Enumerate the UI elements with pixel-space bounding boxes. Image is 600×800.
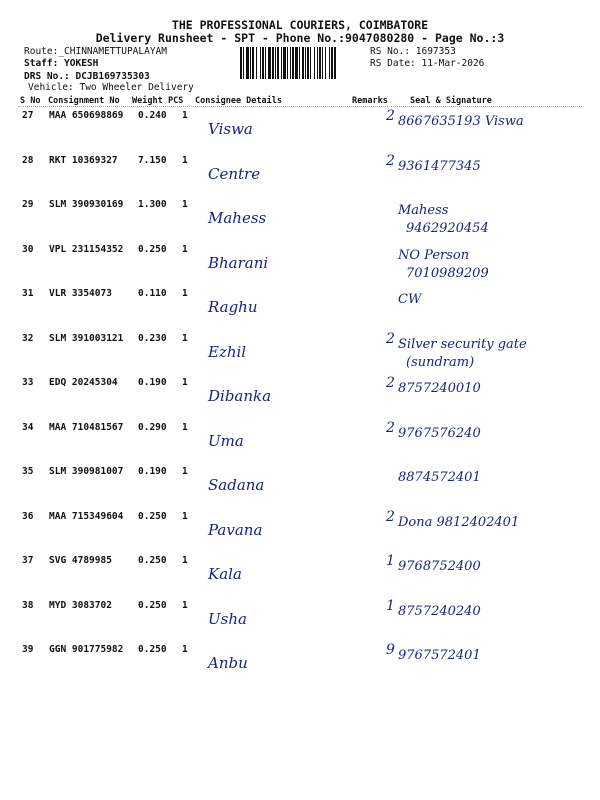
row-consignee-name: Usha <box>208 609 247 628</box>
row-pcs: 1 <box>182 510 188 522</box>
barcode-bar <box>272 47 274 79</box>
runsheet-subtitle: Delivery Runsheet - SPT - Phone No.:9047080280 - Page No.:3 <box>95 31 505 45</box>
row-consignee-name: Anbu <box>208 654 248 672</box>
row-sno: 33 <box>22 377 34 388</box>
row-signature: 9767576240 <box>398 425 481 441</box>
header-divider <box>18 106 582 107</box>
row-pcs: 1 <box>182 599 188 611</box>
col-remarks: Remarks <box>352 96 388 106</box>
row-weight: 0.190 <box>138 377 167 388</box>
barcode-bar <box>268 47 271 79</box>
row-signature: 9767572401 <box>398 648 481 663</box>
row-sno: 32 <box>22 332 34 344</box>
barcode-bar <box>260 47 261 79</box>
row-pcs: 1 <box>182 377 188 388</box>
row-consignment-no: RKT 10369327 <box>49 154 118 166</box>
row-sno: 36 <box>22 510 34 522</box>
col-seal: Seal & Signature <box>410 96 492 106</box>
row-signature: 9361477345 <box>398 158 481 174</box>
col-consignment: Consignment No <box>48 96 120 106</box>
row-signature: NO Person <box>398 247 470 263</box>
row-consignment-no: MAA 650698869 <box>49 110 124 121</box>
row-weight: 0.190 <box>138 466 167 477</box>
barcode-bar <box>302 47 304 79</box>
row-sno: 27 <box>22 110 34 121</box>
row-weight: 0.290 <box>138 421 167 433</box>
row-signature: CW <box>398 292 422 307</box>
row-consignment-no: SLM 391003121 <box>49 332 124 344</box>
row-sno: 30 <box>22 243 34 255</box>
barcode-bar <box>295 47 298 79</box>
row-weight: 1.300 <box>138 199 167 210</box>
row-consignee-name: Uma <box>208 431 244 450</box>
route-label: Route:_CHINNAMETTUPALAYAM <box>24 46 167 57</box>
row-consignee-name: Ezhil <box>208 342 247 361</box>
row-sno: 37 <box>22 555 34 566</box>
barcode-bar <box>299 47 300 79</box>
barcode-bar <box>281 47 282 79</box>
row-weight: 0.250 <box>138 555 167 566</box>
row-consignment-no: EDQ 20245304 <box>49 377 118 388</box>
row-pcs: 1 <box>182 421 188 433</box>
row-signature-extra: (sundram) <box>406 354 475 370</box>
row-consignee-name: Kala <box>208 565 242 583</box>
row-signature: 9768752400 <box>398 559 481 574</box>
row-pcs: 1 <box>182 332 188 344</box>
row-consignee-name: Mahess <box>208 209 267 227</box>
row-consignment-no: MAA 715349604 <box>49 510 124 522</box>
vehicle-label: Vehicle: Two Wheeler Delivery <box>28 82 194 93</box>
company-title: THE PROFESSIONAL COURIERS, COIMBATORE <box>171 18 429 32</box>
row-sno: 38 <box>22 599 34 611</box>
row-pcs: 1 <box>182 644 188 655</box>
row-remark: 2 <box>386 108 395 124</box>
row-weight: 0.250 <box>138 243 167 255</box>
row-consignment-no: VPL 231154352 <box>49 243 124 255</box>
row-pcs: 1 <box>182 110 188 121</box>
row-pcs: 1 <box>182 555 188 566</box>
barcode-bar <box>290 47 291 79</box>
barcode-bar <box>250 47 251 79</box>
barcode-bar <box>252 47 254 79</box>
row-signature: 8667635193 Viswa <box>398 114 524 129</box>
row-pcs: 1 <box>182 466 188 477</box>
row-signature-extra: 9462920454 <box>406 221 489 236</box>
col-sno: S No <box>20 96 41 106</box>
row-consignment-no: VLR 3354073 <box>49 288 112 299</box>
staff-label: Staff: YOKESH <box>24 58 99 69</box>
row-pcs: 1 <box>182 154 188 166</box>
row-consignment-no: MAA 710481567 <box>49 421 124 433</box>
col-weight: Weight <box>132 96 163 106</box>
row-consignee-name: Raghu <box>208 298 258 316</box>
row-consignee-name: Sadana <box>208 476 265 494</box>
rs-date: RS Date: 11-Mar-2026 <box>370 58 485 69</box>
row-signature: 8757240010 <box>398 381 481 396</box>
row-weight: 0.240 <box>138 110 167 121</box>
barcode <box>240 47 365 79</box>
table-row-39 <box>0 644 600 705</box>
drs-label: DRS No.: DCJB169735303 <box>24 71 150 82</box>
row-weight: 0.250 <box>138 644 167 655</box>
barcode-bar <box>314 47 315 79</box>
row-remark: 2 <box>386 330 395 347</box>
col-consignee: Consignee Details <box>195 96 282 106</box>
row-sno: 34 <box>22 421 34 433</box>
barcode-bar <box>329 47 330 79</box>
row-signature-extra: 7010989209 <box>406 265 489 281</box>
barcode-bar <box>287 47 288 79</box>
row-remark: 1 <box>386 553 395 569</box>
row-weight: 0.110 <box>138 288 167 299</box>
row-signature: 8874572401 <box>398 470 481 485</box>
barcode-bar <box>262 47 264 79</box>
barcode-bar <box>246 47 249 79</box>
barcode-bar <box>243 47 244 79</box>
barcode-bar <box>317 47 318 79</box>
barcode-bar <box>240 47 242 79</box>
row-sno: 39 <box>22 644 34 655</box>
row-pcs: 1 <box>182 288 188 299</box>
row-sno: 29 <box>22 199 34 210</box>
barcode-bar <box>283 47 286 79</box>
row-consignment-no: SVG 4789985 <box>49 555 112 566</box>
rs-number: RS No.: 1697353 <box>370 46 456 57</box>
row-consignment-no: GGN 901775982 <box>49 644 124 655</box>
barcode-bar <box>331 47 333 79</box>
row-remark: 2 <box>386 508 395 525</box>
row-weight: 0.250 <box>138 599 167 611</box>
row-weight: 0.250 <box>138 510 167 522</box>
row-sno: 31 <box>22 288 34 299</box>
row-consignee-name: Centre <box>208 164 261 183</box>
barcode-bar <box>277 47 279 79</box>
row-pcs: 1 <box>182 199 188 210</box>
col-pcs: PCS <box>168 96 184 106</box>
row-consignment-no: SLM 390981007 <box>49 466 124 477</box>
row-consignee-name: Viswa <box>208 120 253 138</box>
barcode-bar <box>322 47 323 79</box>
row-remark: 9 <box>386 642 395 658</box>
barcode-bar <box>319 47 321 79</box>
row-consignee-name: Pavana <box>208 520 263 539</box>
row-signature: 8757240240 <box>398 603 481 619</box>
row-signature: Mahess <box>398 203 449 218</box>
row-remark: 2 <box>386 375 395 391</box>
row-pcs: 1 <box>182 243 188 255</box>
barcode-bar <box>292 47 294 79</box>
row-remark: 1 <box>386 597 395 614</box>
barcode-bar <box>265 47 266 79</box>
barcode-bar <box>307 47 309 79</box>
row-sno: 35 <box>22 466 34 477</box>
barcode-bar <box>325 47 326 79</box>
barcode-bar <box>305 47 306 79</box>
row-consignment-no: MYD 3083702 <box>49 599 112 611</box>
row-weight: 7.150 <box>138 154 167 166</box>
barcode-bar <box>334 47 336 79</box>
row-remark: 2 <box>386 419 395 436</box>
row-remark: 2 <box>386 152 395 169</box>
row-weight: 0.230 <box>138 332 167 344</box>
row-consignee-name: Bharani <box>208 253 269 272</box>
barcode-bar <box>310 47 311 79</box>
row-signature: Silver security gate <box>398 336 527 352</box>
row-sno: 28 <box>22 154 34 166</box>
barcode-bar <box>256 47 257 79</box>
row-consignment-no: SLM 390930169 <box>49 199 124 210</box>
row-signature: Dona 9812402401 <box>398 514 520 530</box>
barcode-bar <box>275 47 276 79</box>
row-consignee-name: Dibanka <box>208 387 272 405</box>
